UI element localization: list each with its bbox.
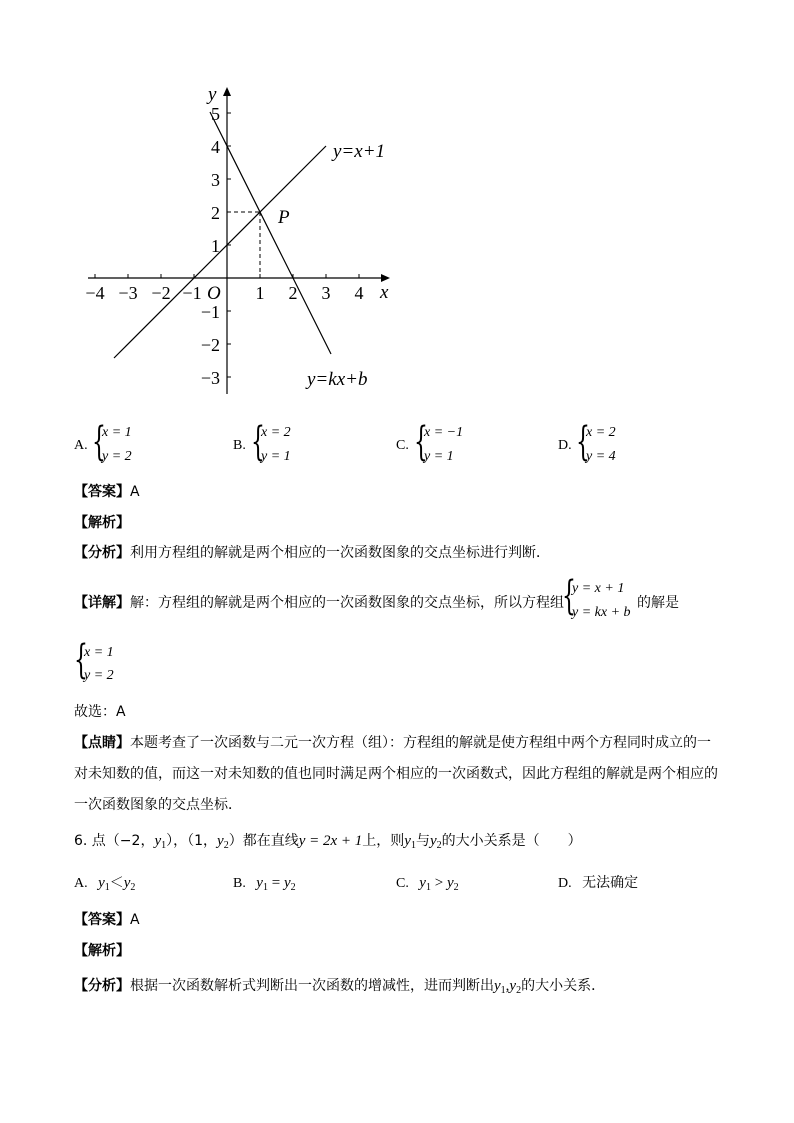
brace-icon: { — [74, 637, 88, 683]
brace-icon: { — [251, 419, 265, 465]
q6-stem-a: 6. 点（−2， — [74, 833, 155, 849]
q5-dianjing-line3: 一次函数图象的交点坐标． — [74, 797, 242, 813]
q5-analysis-tag: 【解析】 — [74, 515, 130, 531]
system-eq2: y = kx + b — [572, 605, 631, 620]
solution-eq2: y = 2 — [84, 668, 114, 683]
y-tick-label: 3 — [211, 170, 220, 190]
q6-stem-e: 与 — [415, 833, 430, 849]
option-relation: ＜ — [109, 875, 124, 891]
function-graph — [0, 0, 794, 400]
x-tick-label: 2 — [288, 283, 298, 303]
fenxi-text: 利用方程组的解就是两个相应的一次函数图象的交点坐标进行判断． — [130, 545, 550, 561]
answer-tag: 【答案】 — [74, 912, 130, 928]
xiangjie-tag: 【详解】 — [74, 595, 130, 611]
y-tick-label: 2 — [211, 203, 220, 223]
origin-label: O — [207, 283, 221, 304]
option-text: 无法确定 — [582, 875, 639, 891]
option-letter: D. — [558, 876, 572, 891]
q6-line-eq: y = 2x + 1 — [298, 833, 363, 849]
q6-stem-f: 的大小关系是（ ） — [441, 833, 582, 849]
fenxi-tag: 【分析】 — [74, 978, 130, 994]
q6-analysis-tag: 【解析】 — [74, 943, 130, 959]
option-letter: A. — [74, 438, 88, 453]
q5-system — [562, 573, 642, 624]
q5-solution-system — [74, 637, 154, 688]
y-axis-label: y — [208, 84, 217, 105]
option-letter: B. — [233, 438, 246, 453]
option-d[interactable] — [558, 419, 678, 468]
option-eq1: x = −1 — [424, 425, 464, 440]
q6-stem-c: ）都在直线 — [228, 833, 299, 849]
option-letter: C. — [396, 876, 409, 891]
solution-eq1: x = 1 — [84, 645, 114, 660]
point-p-label: P — [278, 207, 290, 228]
line2-label: y=kx+b — [307, 369, 368, 390]
option-eq2: y = 4 — [586, 449, 616, 464]
q6-answer — [74, 913, 140, 927]
q6-option-d[interactable] — [558, 876, 638, 891]
x-tick-label: −3 — [118, 283, 138, 303]
option-letter: D. — [558, 438, 572, 453]
brace-icon: { — [576, 419, 590, 465]
y-tick-label: 4 — [211, 137, 220, 157]
xiangjie-text: 解：方程组的解就是两个相应的一次函数图象的交点坐标，所以方程组 — [130, 595, 564, 611]
fenxi-text-a: 根据一次函数解析式判断出一次函数的增减性，进而判断出 — [130, 978, 494, 994]
fenxi-tag: 【分析】 — [74, 545, 130, 561]
x-tick-label: −2 — [151, 283, 171, 303]
option-letter: A. — [74, 876, 88, 891]
q5-gu: 故选：A — [74, 704, 126, 720]
answer-tag: 【答案】 — [74, 484, 130, 500]
option-eq1: x = 1 — [102, 425, 132, 440]
answer-value: A — [130, 912, 140, 928]
answer-value: A — [130, 484, 140, 500]
y-tick-label: −2 — [200, 335, 220, 355]
option-relation: > — [430, 875, 447, 891]
option-eq1: x = 2 — [261, 425, 291, 440]
line-y-equals-x-plus-1 — [114, 146, 326, 358]
option-b[interactable] — [233, 419, 353, 468]
q6-stem-d: 上，则 — [362, 833, 405, 849]
x-axis-arrow — [381, 274, 390, 282]
option-relation: = — [267, 875, 284, 891]
line-y-equals-kx-plus-b — [210, 112, 331, 354]
y-tick-label: 5 — [211, 104, 220, 124]
q5-dianjing-line2: 对未知数的值，而这一对未知数的值也同时满足两个相应的一次函数式，因此方程组的解就是两个相应的 — [74, 766, 718, 782]
option-c[interactable] — [396, 419, 526, 468]
option-eq2: y = 1 — [261, 449, 291, 464]
dianjing-tag: 【点睛】 — [74, 735, 130, 751]
q6-option-a[interactable]: A. $y_1<y_2$ — [74, 875, 136, 893]
q6-option-b[interactable]: B. $y_1 = y_2$ — [233, 875, 296, 893]
q6-stem-b: ），（1， — [166, 833, 218, 849]
q6-option-c[interactable]: C. $y_1 > y_2$ — [396, 875, 459, 893]
option-eq1: x = 2 — [586, 425, 616, 440]
brace-icon: { — [414, 419, 428, 465]
y-axis-arrow — [223, 87, 231, 96]
x-tick-label: 4 — [354, 283, 364, 303]
line1-label: y=x+1 — [333, 141, 386, 162]
q5-xiangjie-tail: 的解是 — [637, 595, 679, 611]
dianjing-line1: 本题考查了一次函数与二元一次方程（组）：方程组的解就是使方程组中两个方程同时成立的一 — [130, 735, 711, 751]
x-tick-label: 1 — [255, 283, 265, 303]
q6-fenxi: 【分析】根据一次函数解析式判断出一次函数的增减性，进而判断出$y_1,y_2$的大小关系． — [74, 978, 606, 996]
fenxi-text-b: 的大小关系． — [521, 978, 606, 994]
q6-stem: 6. 点（−2，$y_1$），（1，$y_2$）都在直线y = 2x + 1上，则$y_1$与$y_2$的大小关系是（ ） — [74, 833, 582, 851]
q5-dianjing — [74, 736, 711, 750]
x-axis-label: x — [380, 282, 389, 303]
system-eq1: y = x + 1 — [572, 581, 625, 596]
brace-icon: { — [562, 573, 576, 619]
brace-icon: { — [92, 419, 106, 465]
y-tick-label: −3 — [200, 368, 220, 388]
q5-fenxi — [74, 546, 550, 560]
q5-answer — [74, 485, 140, 499]
option-eq2: y = 1 — [424, 449, 454, 464]
x-tick-label: −4 — [85, 283, 105, 303]
y-tick-label: −1 — [200, 302, 220, 322]
option-letter: B. — [233, 876, 246, 891]
x-tick-label: 3 — [321, 283, 331, 303]
q5-xiangjie — [74, 596, 564, 610]
option-letter: C. — [396, 438, 409, 453]
option-a[interactable] — [74, 419, 194, 468]
x-tick-label: −1 — [182, 283, 202, 303]
y-tick-label: 1 — [211, 236, 220, 256]
option-eq2: y = 2 — [102, 449, 132, 464]
